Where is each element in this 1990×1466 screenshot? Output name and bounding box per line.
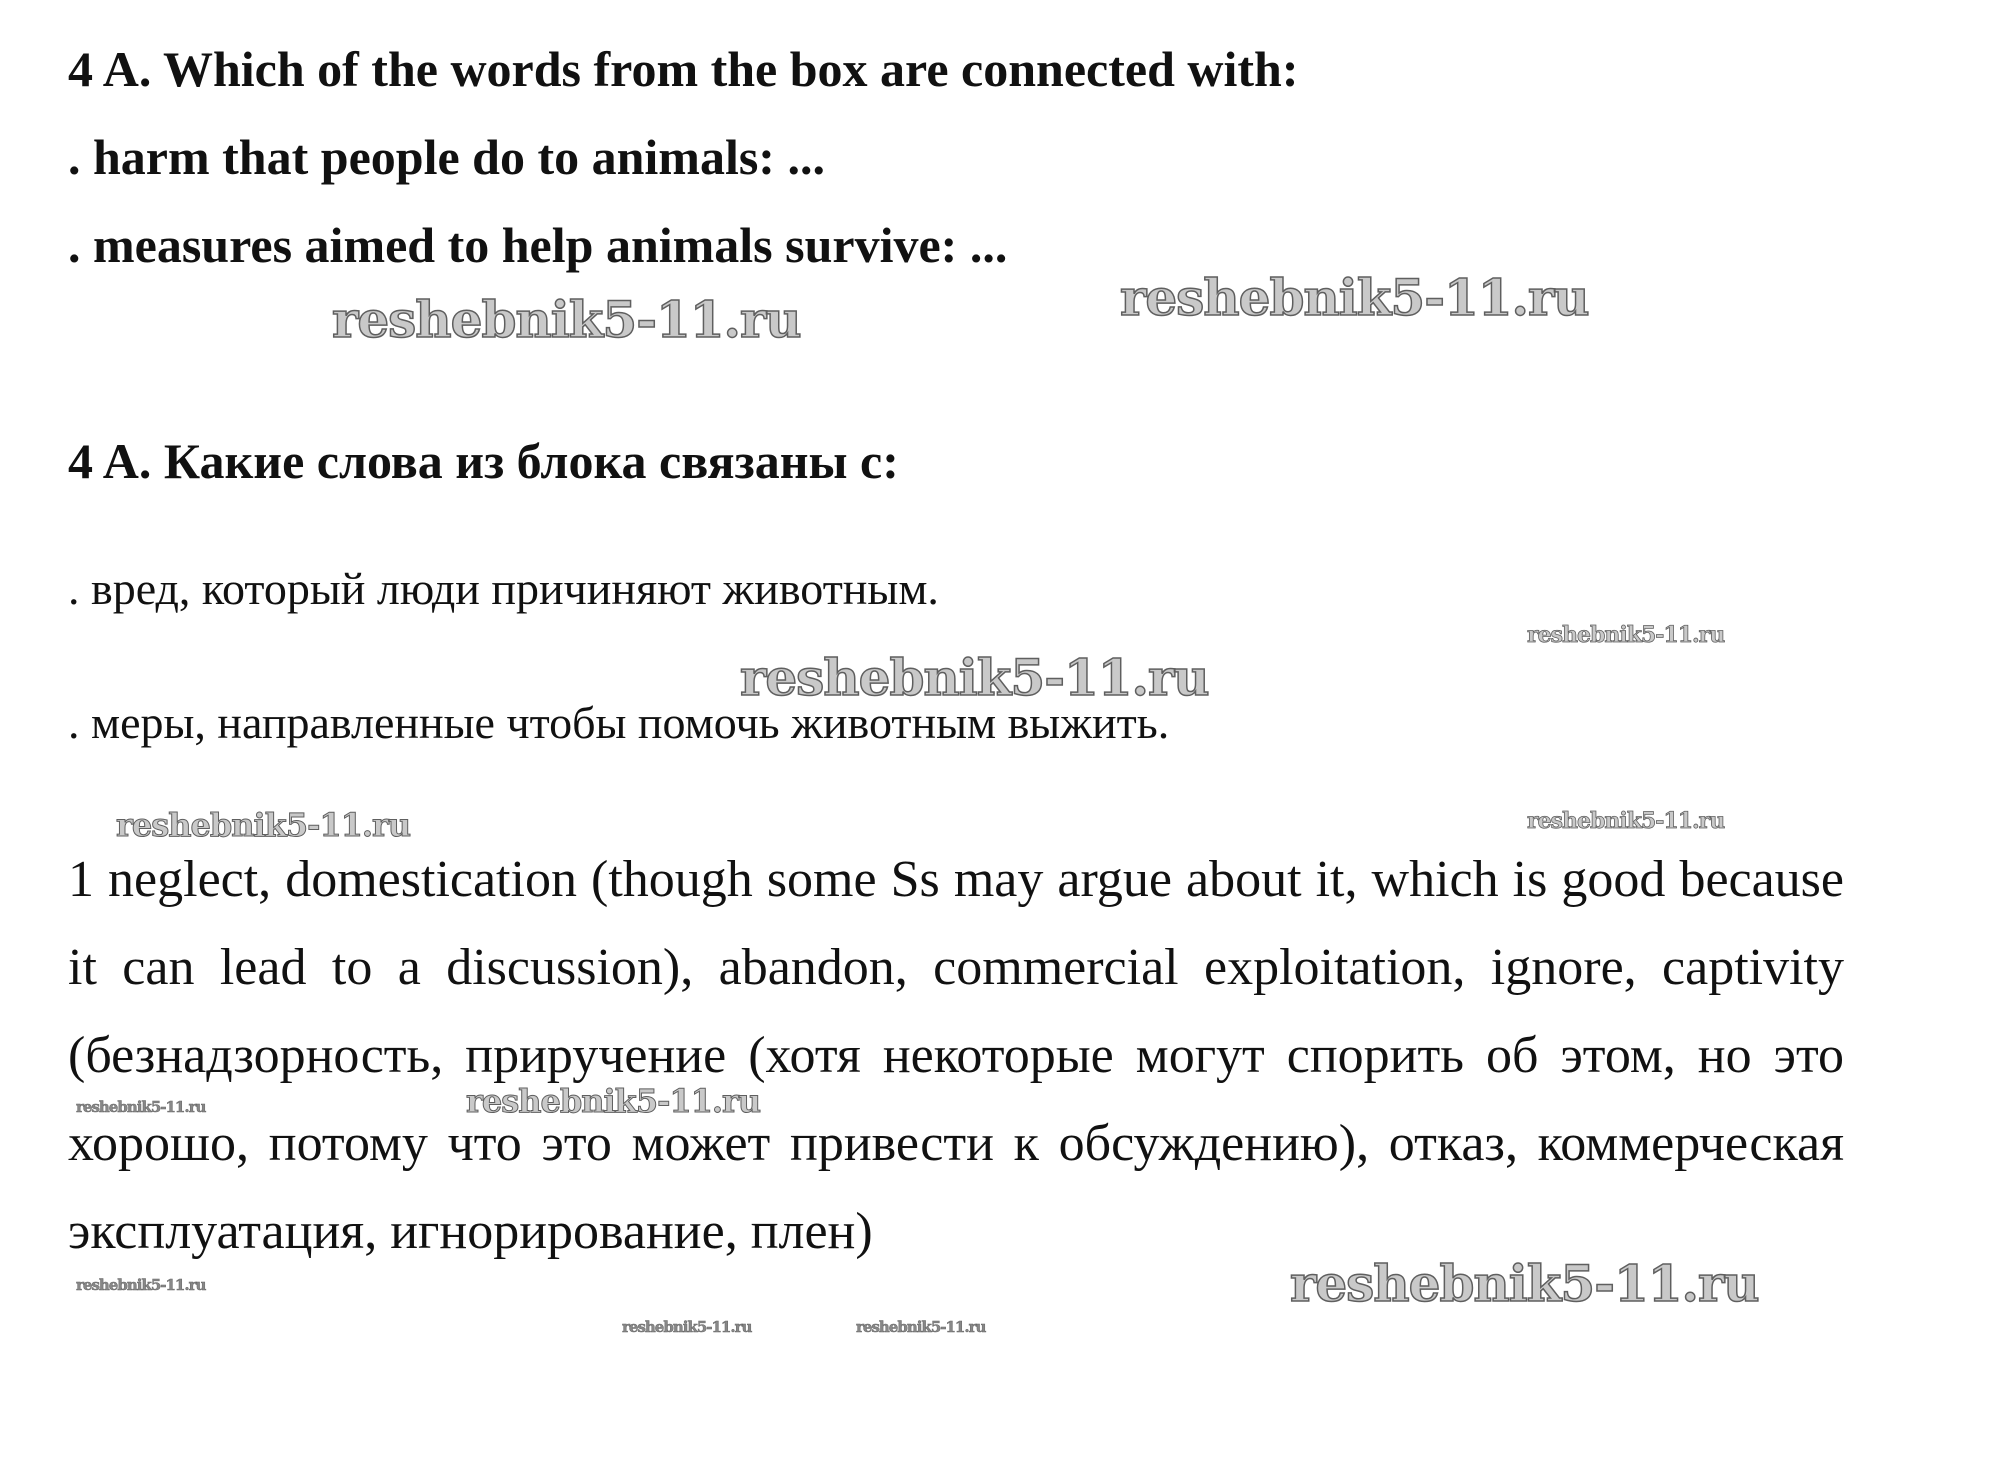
watermark: reshebnik5-11.ru — [76, 1276, 206, 1294]
watermark: reshebnik5-11.ru — [740, 648, 1209, 707]
watermark: reshebnik5-11.ru — [1120, 268, 1589, 327]
exercise-title-en: 4 A. Which of the words from the box are connected with: — [68, 41, 1299, 97]
watermark: reshebnik5-11.ru — [466, 1082, 761, 1120]
watermark: reshebnik5-11.ru — [622, 1318, 752, 1336]
exercise-item-ru-2: . меры, направленные чтобы помочь животным выжить. — [68, 697, 1170, 748]
exercise-item-en-2: . measures aimed to help animals survive: ... — [68, 217, 1008, 273]
watermark: reshebnik5-11.ru — [76, 1098, 206, 1116]
watermark: reshebnik5-11.ru — [116, 806, 411, 844]
answer-paragraph: 1 neglect, domestication (though some Ss may argue about it, which is good because it can lead to a discussion), abandon, commercial exploitation, ignore, captivity (безнадзорность, приручение (хотя некоторые могут спорить об этом, но это хорошо, потому что это может привести к обсуждению), отказ, коммерческая эксплуатация, игнорирование, плен) — [68, 851, 1844, 1260]
exercise-title-ru: 4 A. Какие слова из блока связаны с: — [68, 433, 899, 489]
watermark: reshebnik5-11.ru — [1527, 622, 1725, 648]
watermark: reshebnik5-11.ru — [1527, 808, 1725, 834]
watermark: reshebnik5-11.ru — [1290, 1254, 1759, 1313]
exercise-item-ru-1: . вред, который люди причиняют животным. — [68, 563, 939, 614]
exercise-item-en-1: . harm that people do to animals: ... — [68, 129, 825, 185]
watermark: reshebnik5-11.ru — [332, 290, 801, 349]
watermark: reshebnik5-11.ru — [856, 1318, 986, 1336]
